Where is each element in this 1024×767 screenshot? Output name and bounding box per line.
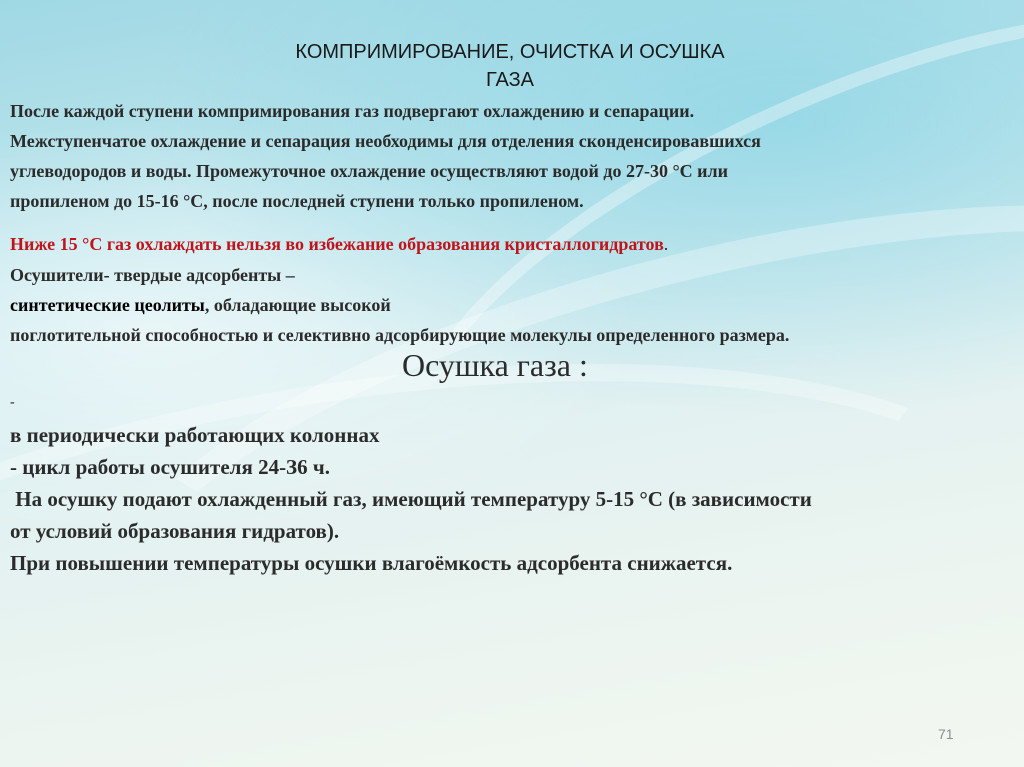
warning-text	[10, 229, 668, 259]
adsorbent-tail: , обладающие высокой	[204, 295, 391, 315]
drying-line-2: - цикл работы осушителя 24-З6 ч.	[10, 455, 330, 479]
warning-period: .	[663, 234, 669, 254]
adsorbent-line-2: поглотительной способностью и селективно адсорбирующие молекулы определенного размера.	[10, 325, 790, 345]
drying-subheading: Осушка газа :	[402, 347, 588, 383]
adsorbent-lead: Осушители- твердые адсорбенты –	[10, 265, 295, 285]
zeolites-highlight: синтетические цеолиты	[10, 295, 205, 315]
intro-line: углеводородов и воды. Промежуточное охлаждение осуществляют водой до 27-30 °С или	[10, 161, 729, 181]
intro-line: Межступенчатое охлаждение и сепарация необходимы для отделения сконденсировавшихся	[10, 131, 761, 151]
adsorbent-line-1	[10, 260, 789, 320]
drying-line-1-text: в периодически работающих колоннах	[10, 423, 380, 447]
drying-line-5: При повышении температуры осушки влагоёмкость адсорбента снижается.	[10, 551, 733, 575]
drying-line-3: На осушку подают охлажденный газ, имеющий температуру 5-15 °С (в зависимости	[10, 487, 812, 511]
slide-title-line-2: ГАЗА	[485, 69, 535, 91]
page-number: 71	[938, 726, 954, 742]
drying-line-1	[10, 387, 812, 451]
drying-dash: -	[10, 395, 15, 410]
drying-paragraph	[10, 387, 812, 579]
drying-line-4: от условий образования гидратов).	[10, 519, 340, 543]
intro-line: После каждой ступени компримирования газ подвергают охлаждению и сепарации.	[10, 101, 695, 121]
adsorbent-paragraph	[10, 260, 789, 350]
slide-title-line-1: КОМПРИМИРОВАНИЕ, ОЧИСТКА И ОСУШКА	[295, 41, 725, 63]
slide-title	[200, 38, 820, 94]
intro-line: пропиленом до 15-16 °С, после последней ступени только пропиленом.	[10, 191, 584, 211]
intro-paragraph	[10, 96, 1000, 216]
warning-line: Ниже 15 °С газ охлаждать нельзя во избежание образования кристаллогидратов	[10, 234, 664, 254]
